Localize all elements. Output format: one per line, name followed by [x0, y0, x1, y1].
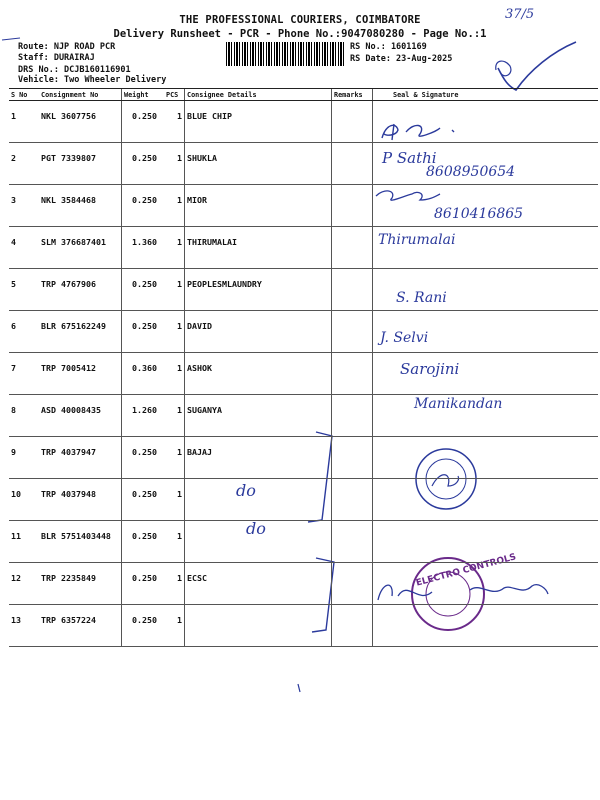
weight: 0.250: [122, 101, 165, 143]
weight: 0.250: [122, 437, 165, 479]
barcode: [226, 42, 344, 66]
consignee: [185, 479, 332, 521]
signature-cell: [373, 605, 599, 647]
table-row: [9, 563, 598, 605]
consignee: ECSC: [185, 563, 332, 605]
pen-dot: [298, 684, 300, 692]
table-row: [9, 521, 598, 563]
remarks: [332, 563, 373, 605]
weight: 0.250: [122, 563, 165, 605]
consignment-no: NKL 3607756: [39, 101, 122, 143]
weight: 0.250: [122, 605, 165, 647]
route: Route: NJP ROAD PCR: [18, 42, 116, 52]
consignment-no: ASD 40008435: [39, 395, 122, 437]
pcs: 1: [164, 269, 185, 311]
pcs: 1: [164, 521, 185, 563]
consignee: [185, 521, 332, 563]
consignment-no: TRP 6357224: [39, 605, 122, 647]
table-row: [9, 605, 598, 647]
sno: 10: [9, 479, 39, 521]
staff: Staff: DURAIRAJ: [18, 53, 95, 63]
consignee: PEOPLESMLAUNDRY: [185, 269, 332, 311]
table-row: [9, 101, 598, 143]
pcs: 1: [164, 395, 185, 437]
table-row: [9, 269, 598, 311]
table-row: [9, 353, 598, 395]
sig-row7-name: Sarojini: [400, 360, 460, 378]
sno: 5: [9, 269, 39, 311]
signature-cell: [373, 269, 599, 311]
pcs: 1: [164, 479, 185, 521]
table-row: [9, 437, 598, 479]
weight: 0.360: [122, 353, 165, 395]
table-row: [9, 185, 598, 227]
pcs: 1: [164, 185, 185, 227]
consignee: SHUKLA: [185, 143, 332, 185]
consignment-no: SLM 376687401: [39, 227, 122, 269]
col-signature: Seal & Signature: [373, 89, 599, 101]
signature-cell: [373, 563, 599, 605]
table-row: [9, 395, 598, 437]
col-consignee: Consignee Details: [185, 89, 332, 101]
weight: 1.360: [122, 227, 165, 269]
consignee: SUGANYA: [185, 395, 332, 437]
runsheet-title: THE PROFESSIONAL COURIERS, COIMBATORE: [179, 14, 421, 26]
sno: 12: [9, 563, 39, 605]
weight: 1.260: [122, 395, 165, 437]
remarks: [332, 353, 373, 395]
sno: 4: [9, 227, 39, 269]
remarks: [332, 521, 373, 563]
consignment-no: PGT 7339807: [39, 143, 122, 185]
signature-cell: [373, 185, 599, 227]
table-row: [9, 143, 598, 185]
vehicle: Vehicle: Two Wheeler Delivery: [18, 75, 167, 85]
remarks: [332, 143, 373, 185]
weight: 0.250: [122, 143, 165, 185]
table-header: [9, 89, 598, 101]
signature-cell: [373, 143, 599, 185]
weight: 0.250: [122, 521, 165, 563]
page-mark: 37/5: [505, 7, 535, 22]
pcs: 1: [164, 311, 185, 353]
pcs: 1: [164, 143, 185, 185]
consignee: MIOR: [185, 185, 332, 227]
consignment-no: BLR 5751403448: [39, 521, 122, 563]
pcs: 1: [164, 227, 185, 269]
remarks: [332, 101, 373, 143]
drs-number: DRS No.: DCJB160116901: [18, 65, 131, 75]
table-row: [9, 311, 598, 353]
consignee: ASHOK: [185, 353, 332, 395]
pcs: 1: [164, 563, 185, 605]
ditto-row10: do: [236, 481, 256, 500]
sno: 11: [9, 521, 39, 563]
consignment-no: TRP 2235849: [39, 563, 122, 605]
consignment-no: TRP 7005412: [39, 353, 122, 395]
pcs: 1: [164, 605, 185, 647]
consignment-no: NKL 3584468: [39, 185, 122, 227]
consignee: DAVID: [185, 311, 332, 353]
remarks: [332, 185, 373, 227]
remarks: [332, 437, 373, 479]
consignment-no: TRP 4767906: [39, 269, 122, 311]
consignee: THIRUMALAI: [185, 227, 332, 269]
sno: 3: [9, 185, 39, 227]
signature-cell: [373, 311, 599, 353]
sig-row2-phone: 8608950654: [426, 164, 516, 180]
signature-cell: [373, 101, 599, 143]
remarks: [332, 479, 373, 521]
col-remarks: Remarks: [332, 89, 373, 101]
weight: 0.250: [122, 479, 165, 521]
col-consignment: Consignment No: [39, 89, 122, 101]
table-row: [9, 227, 598, 269]
sno: 9: [9, 437, 39, 479]
signature-cell: [373, 353, 599, 395]
weight: 0.250: [122, 269, 165, 311]
remarks: [332, 605, 373, 647]
remarks: [332, 311, 373, 353]
pcs: 1: [164, 101, 185, 143]
remarks: [332, 269, 373, 311]
signature-cell: [373, 227, 599, 269]
signature-cell: [373, 479, 599, 521]
sno: 8: [9, 395, 39, 437]
col-pcs: PCS: [164, 89, 185, 101]
pcs: 1: [164, 437, 185, 479]
runsheet-table: [9, 88, 598, 647]
sig-row4-name: Thirumalai: [378, 232, 456, 248]
sno: 6: [9, 311, 39, 353]
sno: 7: [9, 353, 39, 395]
signature-cell: [373, 395, 599, 437]
sno: 2: [9, 143, 39, 185]
sig-row2-name: P Sathi: [382, 149, 437, 167]
weight: 0.250: [122, 185, 165, 227]
consignment-no: TRP 4037947: [39, 437, 122, 479]
consignee: BLUE CHIP: [185, 101, 332, 143]
rs-date: RS Date: 23-Aug-2025: [350, 54, 453, 64]
signature-cell: [373, 521, 599, 563]
rs-number: RS No.: 1601169: [350, 42, 427, 52]
seal-text: ELECTRO CONTROLS: [415, 552, 518, 589]
consignee: BAJAJ: [185, 437, 332, 479]
sig-row8-name: Manikandan: [414, 396, 503, 412]
consignee: [185, 605, 332, 647]
sig-row6-name: J. Selvi: [380, 330, 429, 346]
sno: 1: [9, 101, 39, 143]
ditto-row11: do: [246, 519, 266, 538]
sno: 13: [9, 605, 39, 647]
col-sno: S No: [9, 89, 39, 101]
consignment-no: BLR 675162249: [39, 311, 122, 353]
consignment-no: TRP 4037948: [39, 479, 122, 521]
col-weight: Weight: [122, 89, 165, 101]
signature-cell: [373, 437, 599, 479]
remarks: [332, 395, 373, 437]
weight: 0.250: [122, 311, 165, 353]
sig-row3-phone: 8610416865: [434, 206, 524, 222]
remarks: [332, 227, 373, 269]
pcs: 1: [164, 353, 185, 395]
table-row: [9, 479, 598, 521]
sig-row5-name: S. Rani: [396, 290, 447, 306]
runsheet-subtitle: Delivery Runsheet - PCR - Phone No.:9047080280 - Page No.:1: [113, 28, 487, 40]
